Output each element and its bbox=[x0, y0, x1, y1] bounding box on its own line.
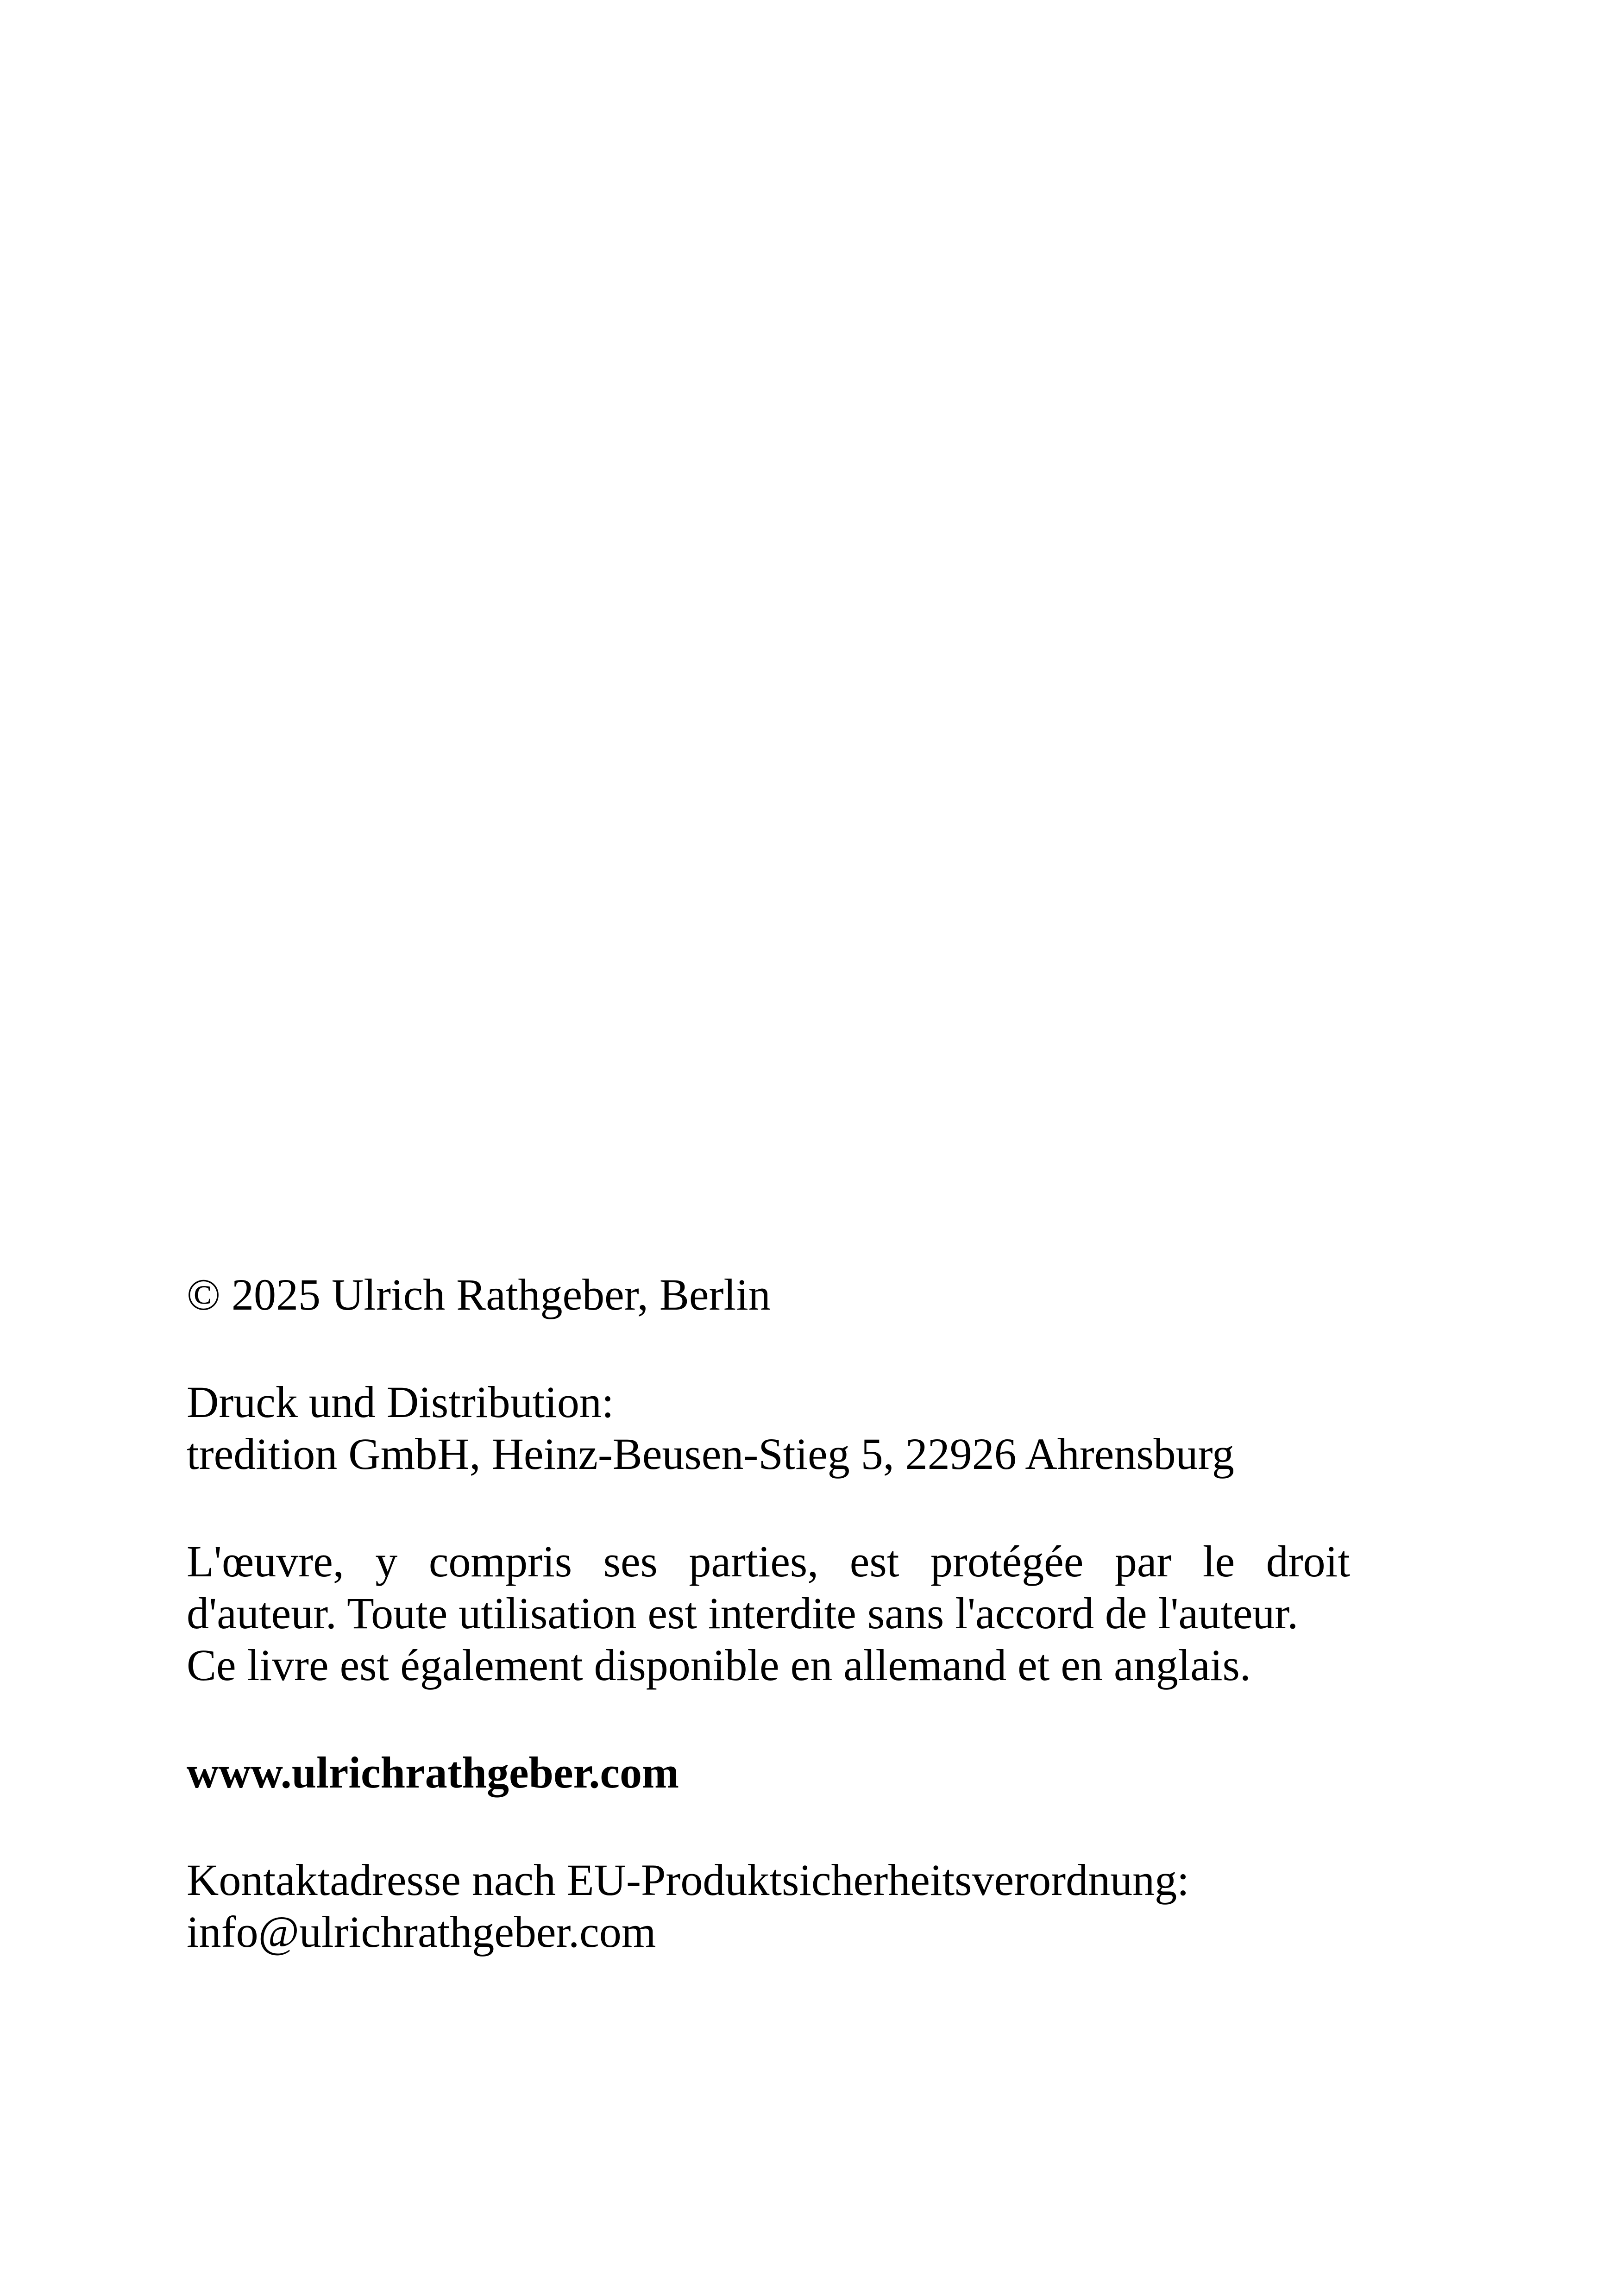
contact-email[interactable]: info@ulrichrathgeber.com bbox=[187, 1907, 656, 1957]
printing-distribution bbox=[187, 1376, 1350, 1480]
printing-address: tredition GmbH, Heinz-Beusen-Stieg 5, 22926 Ahrensburg bbox=[187, 1429, 1234, 1479]
contact-info bbox=[187, 1854, 1350, 1958]
contact-label: Kontaktadresse nach EU-Produktsicherheitsverordnung: bbox=[187, 1855, 1189, 1905]
copyright-notice: © 2025 Ulrich Rathgeber, Berlin bbox=[187, 1270, 771, 1319]
rights-notice bbox=[187, 1536, 1350, 1691]
rights-line-1: L'œuvre, y compris ses parties, est protégée par le droit bbox=[187, 1537, 1350, 1586]
rights-line-3: Ce livre est également disponible en allemand et en anglais. bbox=[187, 1640, 1251, 1690]
website-link[interactable]: www.ulrichrathgeber.com bbox=[187, 1748, 679, 1797]
rights-line-2: d'auteur. Toute utilisation est interdite sans l'accord de l'auteur. bbox=[187, 1588, 1299, 1638]
imprint-block bbox=[187, 1269, 1350, 1958]
printing-heading: Druck und Distribution: bbox=[187, 1377, 614, 1427]
